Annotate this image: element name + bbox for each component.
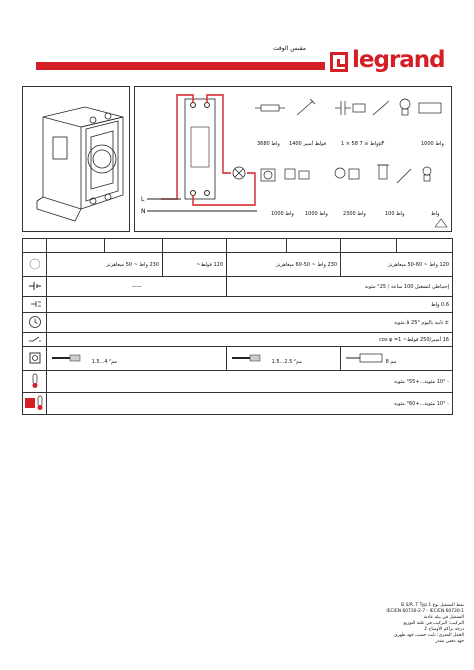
footer-line: IEC/EN 60730-2-7 - IEC/EN 60730-1 xyxy=(386,609,464,614)
document-title: مقبس الوقت xyxy=(273,45,306,52)
transformer-icon xyxy=(419,103,441,113)
motor-icon xyxy=(285,169,309,179)
load-rating-capacitive: 1400 فولط أمبير xyxy=(289,141,327,147)
terminal-icon xyxy=(23,347,47,371)
load-rating-halogen: 1000 واط xyxy=(421,141,444,147)
spec-storage-temp: - 10° مئوية...+60° مئوية xyxy=(47,393,453,415)
capacitor-icon xyxy=(335,101,365,115)
load-rating-led: واط xyxy=(431,211,440,217)
spec-reserve-100h: إحتياطي لتشغيل 100 ساعة / 25° مئوية xyxy=(227,277,453,297)
line-terminal-label: L xyxy=(141,196,145,203)
table-row xyxy=(23,347,453,371)
load-rating-motor: 2300 واط xyxy=(343,211,366,217)
spec-operating-temp: - 10° مئوية...+55° مئوية xyxy=(47,371,453,393)
led-icon xyxy=(423,167,431,181)
table-row xyxy=(23,393,453,415)
spec-supply-120-6050: 120 واط ~ 60-50 ميغاهرتز xyxy=(341,253,453,277)
footer-line: جهد دفعي مقدر xyxy=(435,639,464,644)
wiring-diagram xyxy=(135,87,451,231)
neutral-terminal-label: N xyxy=(141,208,146,215)
spec-accuracy: ± ثانية باليوم à 25° مئوية xyxy=(47,313,453,333)
flexible-wire-icon xyxy=(230,353,270,363)
fluorescent-tube-icon xyxy=(255,105,285,111)
load-rating-incandescent: 1000 واط xyxy=(305,211,328,217)
legrand-logo-text: legrand xyxy=(352,47,445,73)
table-row xyxy=(23,313,453,333)
downlight-icon xyxy=(335,168,359,179)
rigid-wire-icon xyxy=(50,353,90,363)
product-image-box xyxy=(22,86,130,232)
spec-consumption: 0.6 واط xyxy=(47,297,453,313)
spec-switching: 16 أمبير/250 فولط~ cos φ =1 xyxy=(47,333,453,347)
spec-terminal-strip-value: 8 مم xyxy=(385,358,397,365)
spec-terminal-rigid xyxy=(47,347,227,371)
spec-supply-120: 120 فولط~ xyxy=(163,253,227,277)
incandescent-bulb-icon xyxy=(400,99,410,115)
load-rating-capacitor-spec: 1 × 58 واط ≤ 7μF xyxy=(341,141,385,147)
ce-mark-icon xyxy=(435,219,447,227)
spec-terminal-flex-value: 1.5...2.5 مم² xyxy=(271,358,302,365)
footer-line: درجة تراكم الأوساخ 2 xyxy=(424,627,464,632)
table-row xyxy=(23,371,453,393)
plug-icon xyxy=(23,297,47,313)
thermometer-icon xyxy=(23,371,47,393)
strip-length-icon xyxy=(344,353,384,363)
wiring-diagram-box xyxy=(134,86,452,232)
legrand-logo-mark xyxy=(330,52,348,72)
power-supply-icon xyxy=(23,253,47,277)
load-rating-fluorescent: 3680 واط xyxy=(257,141,280,147)
legrand-logo xyxy=(330,47,445,78)
footer-standards xyxy=(340,603,464,645)
timer-device-illustration xyxy=(23,87,129,231)
spec-reserve-none: —— xyxy=(47,277,227,297)
table-row xyxy=(23,333,453,347)
table-row xyxy=(23,297,453,313)
spec-terminal-strip xyxy=(341,347,453,371)
lv-halogen-icon xyxy=(261,169,275,181)
screwdriver-icon xyxy=(297,99,315,115)
screwdriver-2-icon xyxy=(397,169,411,183)
spec-table xyxy=(22,238,453,415)
footer-line: التشغيل في بيئة عادية xyxy=(423,615,464,620)
spec-terminal-flex xyxy=(227,347,341,371)
pen-icon xyxy=(373,101,389,115)
header-red-bar xyxy=(36,62,325,70)
clock-icon xyxy=(23,313,47,333)
table-row xyxy=(23,253,453,277)
switch-contact-icon xyxy=(23,333,47,347)
footer-line: الحقل المغري: ثابت حسب جهد ظهري xyxy=(394,633,464,638)
footer-line: نمط التشغيل نوع 1.B.S/R. T Typ xyxy=(401,603,464,608)
spec-supply-230-50: 230 واط ~ 50 ميغاهرتز xyxy=(47,253,163,277)
load-rating-compact-fluo: 100 واط xyxy=(385,211,405,217)
storage-temp-icon xyxy=(23,393,47,415)
table-row xyxy=(23,277,453,297)
battery-reserve-icon xyxy=(23,277,47,297)
compact-fluorescent-icon xyxy=(377,165,389,179)
spec-supply-230-5060: 230 واط ~ 50-60 ميغاهرتز xyxy=(227,253,341,277)
table-row xyxy=(23,239,453,253)
footer-line: التركيب: التركيب في علبة التوزيع xyxy=(403,621,464,626)
spec-terminal-rigid-value: 1.5...4 مم² xyxy=(91,358,118,365)
load-rating-lv-halogen: 1000 واط xyxy=(271,211,294,217)
